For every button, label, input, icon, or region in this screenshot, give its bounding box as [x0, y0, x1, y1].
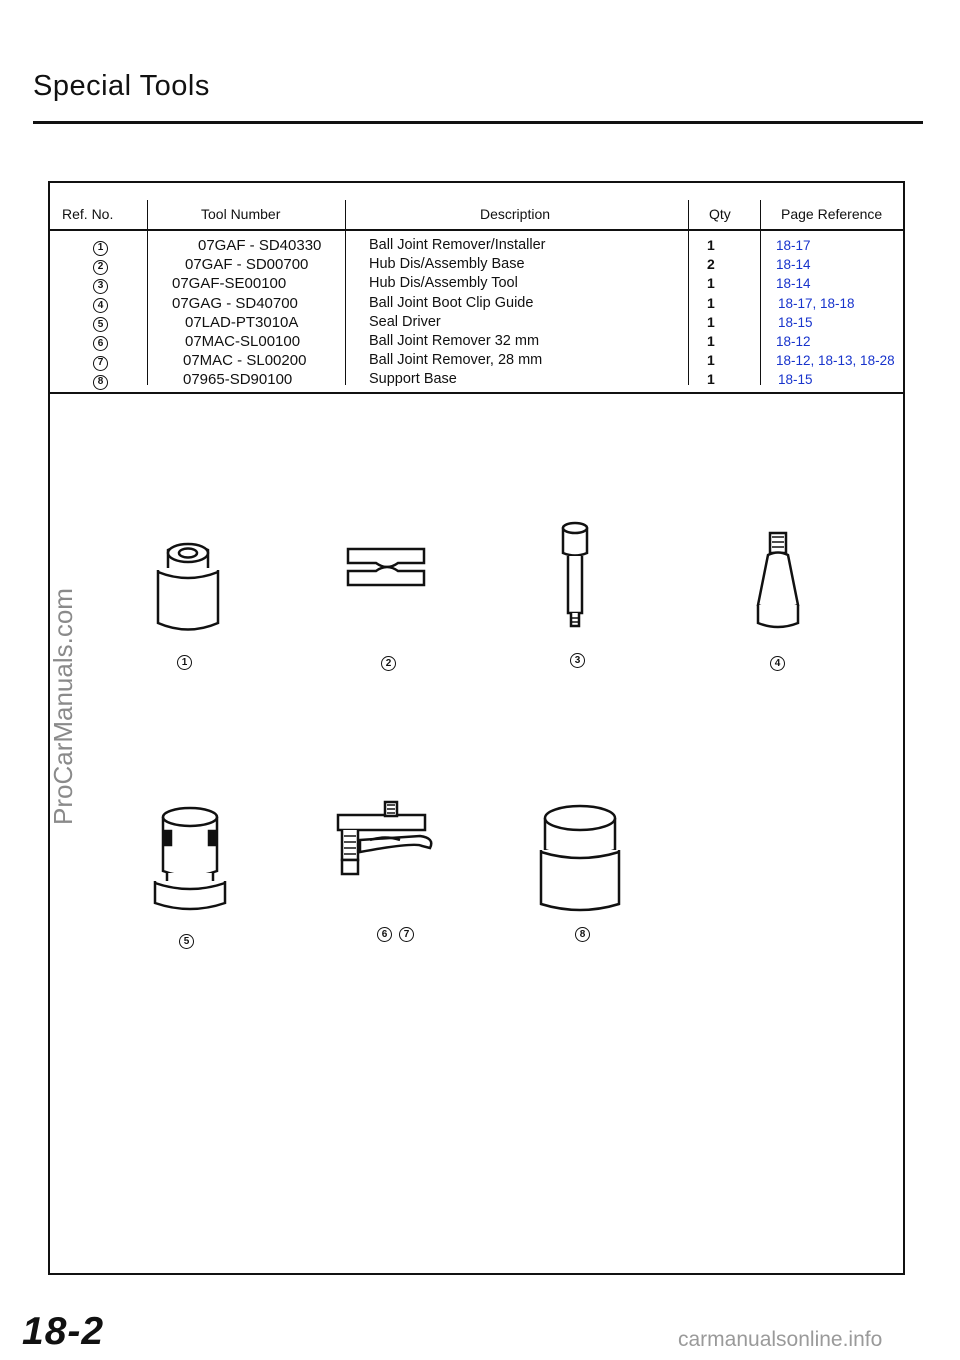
tool-number-column	[172, 236, 321, 390]
page-reference-link[interactable]: 18-14	[776, 276, 811, 292]
page-reference-link[interactable]: 18-12	[776, 333, 811, 349]
page-title: Special Tools	[33, 70, 210, 102]
callout-8: 8	[575, 927, 590, 942]
hub-disassembly-tool-illustration	[555, 518, 605, 633]
header-tool-number: Tool Number	[201, 206, 281, 222]
header-description: Description	[480, 206, 551, 222]
column-divider	[760, 200, 761, 385]
ref-number-badge: 3	[93, 279, 108, 294]
page-reference-link[interactable]: 18-14	[776, 257, 811, 273]
support-base-illustration	[535, 800, 630, 918]
description-cell: Support Base	[369, 371, 457, 388]
qty-cell: 1	[707, 275, 715, 292]
callout-6: 6	[377, 927, 392, 942]
column-divider	[345, 200, 346, 385]
header-page-reference: Page Reference	[781, 206, 883, 222]
column-divider	[147, 200, 148, 385]
watermark-bottom: carmanualsonline.info	[678, 1328, 883, 1351]
callout-5: 5	[179, 934, 194, 949]
tool-number-cell: 07LAD-PT3010A	[185, 313, 299, 331]
tool-number-cell: 07MAC-SL00100	[185, 332, 301, 350]
description-cell: Seal Driver	[369, 313, 441, 330]
page-reference-link[interactable]: 18-17, 18-18	[778, 295, 855, 311]
page-reference-link[interactable]: 18-15	[778, 372, 813, 388]
description-cell: Hub Dis/Assembly Base	[369, 256, 525, 273]
ref-number-badge: 5	[93, 317, 108, 332]
ball-joint-remover-illustration	[330, 800, 440, 885]
table-row-ref	[93, 236, 108, 255]
description-cell: Hub Dis/Assembly Tool	[369, 275, 518, 292]
callout-7: 7	[399, 927, 414, 942]
tool-number-cell: 07965-SD90100	[183, 371, 293, 389]
table-row-ref	[93, 274, 108, 293]
page-reference-link[interactable]: 18-15	[778, 314, 813, 330]
qty-cell: 1	[707, 371, 715, 388]
page-reference-link[interactable]: 18-12, 18-13, 18-28	[776, 353, 895, 369]
tool-number-cell: 07GAF - SD00700	[185, 256, 309, 274]
ref-number-badge: 1	[93, 241, 108, 256]
qty-cell: 1	[707, 352, 715, 369]
hub-disassembly-base-illustration	[340, 543, 435, 591]
ref-number-badge: 6	[93, 336, 108, 351]
tool-number-cell: 07GAF-SE00100	[172, 275, 287, 293]
watermark-left: ProCarManuals.com	[48, 588, 78, 825]
ref-number-badge: 4	[93, 298, 108, 313]
page-reference-column	[776, 236, 895, 390]
boot-clip-guide-illustration	[748, 525, 808, 635]
ref-number-badge: 8	[93, 375, 108, 390]
description-cell: Ball Joint Remover 32 mm	[369, 332, 540, 349]
qty-column	[707, 236, 715, 390]
description-cell: Ball Joint Remover/Installer	[369, 237, 546, 253]
callout-2: 2	[381, 656, 396, 671]
callout-3: 3	[570, 653, 585, 668]
description-column	[369, 236, 546, 390]
description-cell: Ball Joint Remover, 28 mm	[369, 352, 543, 369]
qty-cell: 2	[707, 256, 715, 273]
qty-cell: 1	[707, 237, 715, 253]
header-ref-no: Ref. No.	[62, 206, 114, 222]
title-rule	[33, 121, 923, 124]
header-separator	[48, 229, 905, 231]
header-qty: Qty	[709, 206, 731, 222]
tool-number-cell: 07GAF - SD40330	[198, 237, 322, 254]
callout-1: 1	[177, 655, 192, 670]
table-row-ref	[93, 255, 108, 274]
seal-driver-illustration	[145, 803, 235, 918]
column-divider	[688, 200, 689, 385]
description-cell: Ball Joint Boot Clip Guide	[369, 294, 534, 311]
table-row-ref	[93, 294, 108, 313]
qty-cell: 1	[707, 332, 715, 349]
table-row-ref	[93, 332, 108, 351]
ball-joint-remover-installer-illustration	[148, 538, 228, 638]
qty-cell: 1	[707, 313, 715, 330]
callout-4: 4	[770, 656, 785, 671]
table-row-ref	[93, 351, 108, 370]
qty-cell: 1	[707, 294, 715, 311]
tool-number-cell: 07MAC - SL00200	[183, 352, 307, 370]
ref-number-badge: 2	[93, 260, 108, 275]
page-reference-link[interactable]: 18-17	[776, 238, 811, 253]
table-bottom-rule	[48, 392, 905, 394]
table-row-ref	[93, 313, 108, 332]
tool-number-cell: 07GAG - SD40700	[172, 294, 298, 312]
ref-number-badge: 7	[93, 356, 108, 371]
page-number: 18-2	[22, 1310, 105, 1353]
table-row-ref	[93, 370, 108, 389]
ref-column	[93, 236, 108, 390]
